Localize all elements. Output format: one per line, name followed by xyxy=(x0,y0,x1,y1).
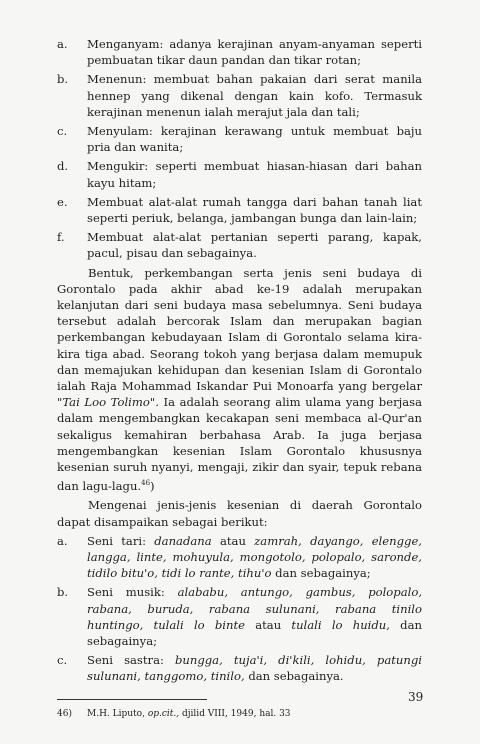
title-italic: "Tai Loo Tolimo". xyxy=(57,395,159,410)
footnote-number: 46) xyxy=(57,708,72,719)
page-number: 39 xyxy=(408,690,424,704)
footnote-detail: djilid VIII, 1949, hal. 33 xyxy=(179,708,291,719)
paragraph-text: Ia adalah seorang alim ulama yang berjasa dalam mengembangkan kecakapan seni membaca al-Qur'an sekaligus kemahiran berbahasa Arab. Ia juga berjasa mengembangkan kesenian Islam Gorontalo khususnya kesenian suruh nyanyi, mengaji, zikir dan syair, tepuk rebana dan lagu-lagu. xyxy=(57,395,422,494)
list-text xyxy=(87,652,422,684)
craft-list xyxy=(57,36,422,262)
page-body xyxy=(57,36,422,722)
list-marker: e. xyxy=(57,194,68,209)
list-item xyxy=(57,71,422,120)
list-marker: d. xyxy=(57,159,69,174)
footnote xyxy=(57,706,422,722)
list-item xyxy=(57,229,422,261)
footnote-text xyxy=(87,706,291,722)
list-text: Menenun: membuat bahan pakaian dari serat manila hennep yang dikenal dengan kain kofo. Termasuk kerajinan menenun ialah merajut jala dan tali; xyxy=(87,72,422,119)
list-label: Seni tari: xyxy=(87,533,155,548)
list-text: Mengukir: seperti membuat hiasan-hiasan dari bahan kayu hitam; xyxy=(87,159,422,190)
italic-terms: bungga, tuja'i, di'kili, lohidu, patungi sulunani, tanggomo, tinilo, xyxy=(87,653,422,684)
list-text-plain: dan sebagainya; xyxy=(271,566,371,581)
list-item xyxy=(57,652,422,684)
list-text: Membuat alat-alat pertanian seperti parang, kapak, pacul, pisau dan sebagainya. xyxy=(87,230,422,261)
list-text: Menyulam: kerajinan kerawang untuk membuat baju pria dan wanita; xyxy=(87,124,422,155)
list-text: Membuat alat-alat rumah tangga dari bahan tanah liat seperti periuk, belanga, jambangan bunga dan lain-lain; xyxy=(87,194,422,226)
footnote-ref: 46 xyxy=(141,479,151,488)
list-item xyxy=(57,158,422,190)
footnote-opcit: op.cit., xyxy=(147,708,180,719)
list-text xyxy=(87,533,422,582)
list-text-plain: dan sebagainya; xyxy=(87,617,422,648)
list-text-plain: atau xyxy=(245,617,292,632)
list-text-plain: atau xyxy=(211,533,255,548)
list-text xyxy=(87,584,422,649)
list-item xyxy=(57,123,422,155)
list-item xyxy=(57,194,422,226)
list-label: Seni musik: xyxy=(87,585,178,600)
italic-terms: zamrah, dayango, elengge, langga, linte, mohuyula, mongotolo, polopalo, saronde, tidilo bitu'o, tidi lo rante, tihu'o xyxy=(87,533,422,581)
list-item xyxy=(57,36,422,68)
list-marker: a. xyxy=(57,533,68,548)
list-marker: c. xyxy=(57,124,68,139)
paragraph-kesenian-intro: Mengenai jenis-jenis kesenian di daerah Gorontalo dapat disampaikan sebagai berikut: xyxy=(57,498,422,529)
list-item xyxy=(57,584,422,649)
list-label: Seni sastra: xyxy=(87,653,175,668)
italic-terms: tulali lo huidu, xyxy=(291,617,390,632)
italic-terms: danadana xyxy=(154,533,212,548)
paragraph-gorontalo-culture xyxy=(57,265,422,495)
list-text: Menganyam: adanya kerajinan anyam-anyaman seperti pembuatan tikar daun pandan dan tikar rotan; xyxy=(87,37,422,68)
paragraph-text: ) xyxy=(150,479,155,494)
list-marker: b. xyxy=(57,72,69,87)
list-marker: b. xyxy=(57,585,69,600)
list-marker: c. xyxy=(57,653,68,668)
footnote-author: M.H. Liputo, xyxy=(87,708,148,719)
art-list xyxy=(57,533,422,685)
list-marker: f. xyxy=(57,230,65,245)
list-text-plain: dan sebagainya. xyxy=(244,669,344,684)
footnote-divider xyxy=(57,699,207,700)
italic-terms: alababu, antungo, gambus, polopalo, rabana, buruda, rabana sulunani, rabana tinilo huntingo, tulali lo binte xyxy=(87,585,422,632)
paragraph-text: Bentuk, perkembangan serta jenis seni budaya di Gorontalo pada akhir abad ke-19 adalah merupakan kelanjutan dari seni budaya masa sebelumnya. Seni budaya tersebut adalah bercorak Islam dan merupakan bagian perkembangan kebudayaan Islam di Gorontalo selama kira-kira tiga abad. Seorang tokoh yang berjasa dalam memupuk dan memajukan kehidupan dan kesenian Islam di Gorontalo ialah Raja Mohammad Iskandar Pui Monoarfa yang bergelar xyxy=(57,265,422,394)
list-marker: a. xyxy=(57,37,68,51)
list-item xyxy=(57,533,422,582)
